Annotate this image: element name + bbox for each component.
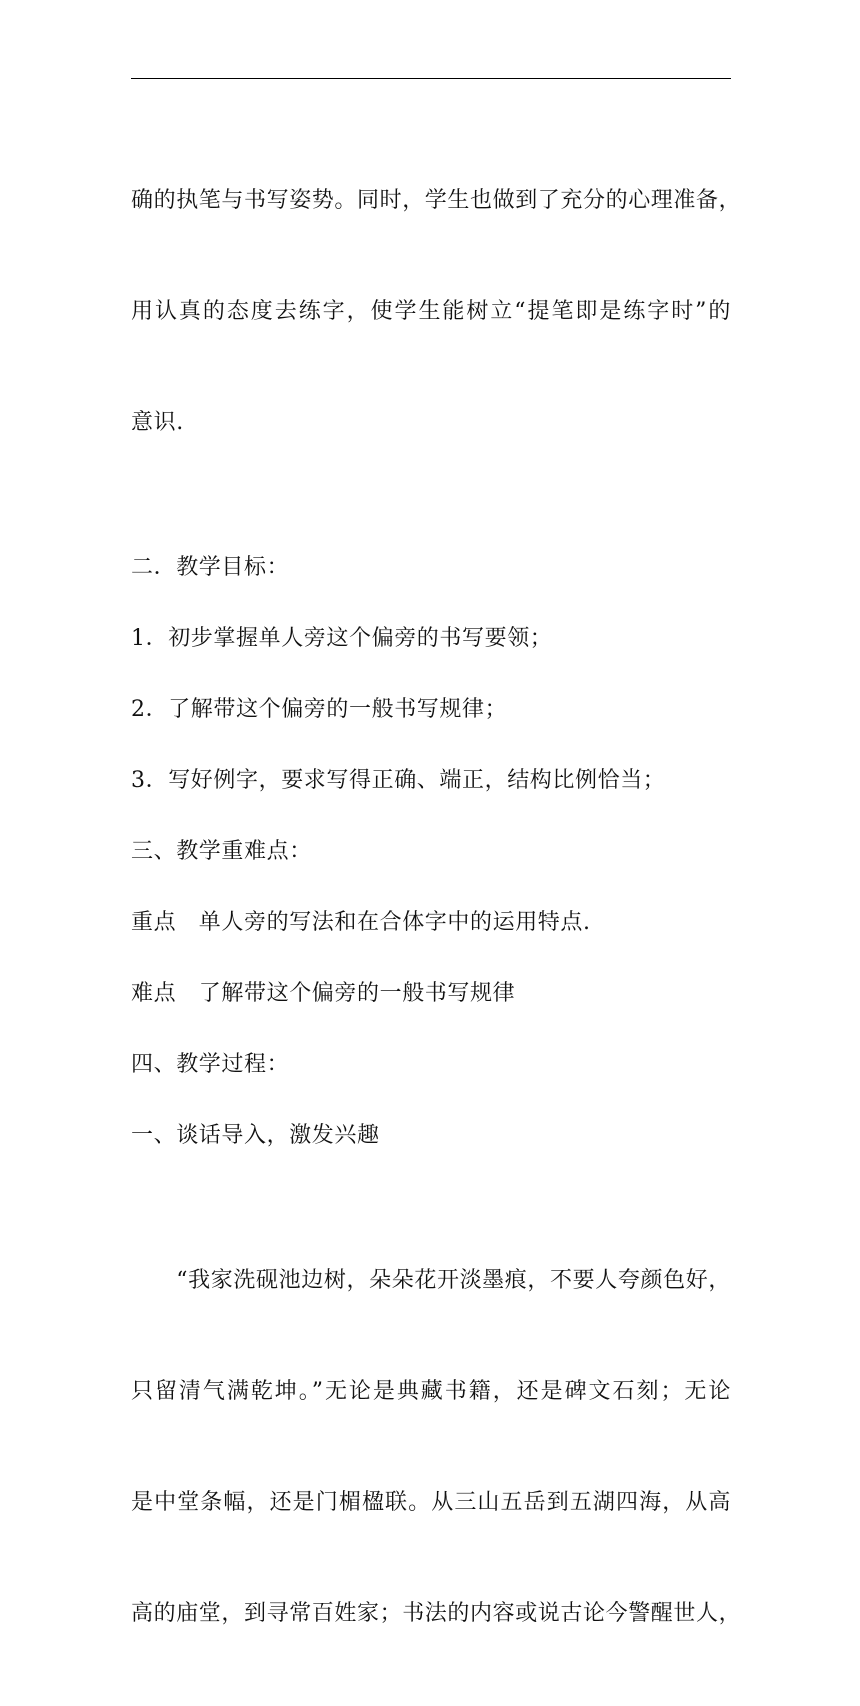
paragraph-line: 用认真的态度去练字，使学生能树立“提笔即是练字时”的: [131, 299, 731, 324]
section-two-heading: 二．教学目标：: [131, 555, 290, 580]
step-one-heading: 一、谈话导入，激发兴趣: [131, 1123, 380, 1148]
goal-item: 2．了解带这个偏旁的一般书写规律；: [131, 697, 508, 722]
document-body: [131, 108, 742, 1706]
continued-paragraph: [131, 108, 742, 515]
section-four-heading: 四、教学过程：: [131, 1052, 290, 1077]
header-rule: [131, 78, 731, 79]
goal-item: 1．初步掌握单人旁这个偏旁的书写要领；: [131, 626, 553, 651]
paragraph-line: “我家洗砚池边树，朵朵花开淡墨痕，不要人夸颜色好，: [131, 1268, 731, 1293]
difficult-point: 难点 了解带这个偏旁的一般书写规律: [131, 981, 516, 1006]
key-point: 重点 单人旁的写法和在合体字中的运用特点.: [131, 910, 591, 935]
paragraph-line: 确的执笔与书写姿势。同时，学生也做到了充分的心理准备，: [131, 188, 742, 213]
intro-paragraph: [131, 1188, 742, 1706]
paragraph-line: 意识.: [131, 410, 184, 435]
paragraph-line: 高的庙堂，到寻常百姓家；书法的内容或说古论今警醒世人，: [131, 1601, 742, 1626]
paragraph-line: 只留清气满乾坤。”无论是典藏书籍，还是碑文石刻；无论: [131, 1379, 731, 1404]
section-three-heading: 三、教学重难点：: [131, 839, 312, 864]
goal-item: 3．写好例字，要求写得正确、端正，结构比例恰当；: [131, 768, 666, 793]
paragraph-line: 是中堂条幅，还是门楣楹联。从三山五岳到五湖四海，从高: [131, 1490, 731, 1515]
